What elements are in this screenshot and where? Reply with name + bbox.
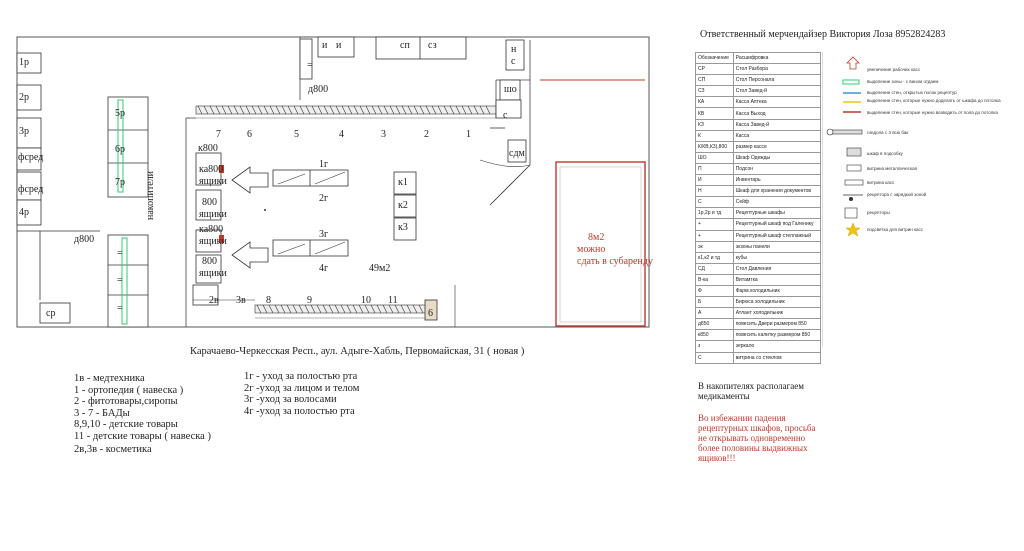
category-item: 3г -уход за волосами: [244, 394, 337, 405]
storage-note-line: В накопителях располагаем: [698, 381, 804, 391]
label-yashik-3: ящики: [199, 236, 227, 247]
sublet-possible: можно: [577, 244, 606, 255]
cube-k3: к3: [398, 222, 408, 233]
label-6r: 6р: [115, 144, 125, 155]
zone-table-lower: [273, 240, 348, 256]
legend-code-cell: СП: [696, 75, 734, 86]
legend-meaning-cell: Сейф: [733, 197, 820, 208]
category-item: 1г - уход за полостью рта: [244, 371, 358, 382]
address: Карачаево-Черкесская Респ., аул. Адыге-Хабль, Первомайская, 31 ( новая ): [190, 346, 525, 357]
category-item: 2 - фитотовары,сиропы: [74, 396, 178, 407]
bottom-shelving: [255, 305, 430, 318]
legend-code-cell: Ф: [696, 285, 734, 296]
label-sdm: сдм: [509, 148, 525, 159]
symbol-label: рецептора с зарядкой зоной: [867, 192, 927, 197]
area-main: 49м2: [369, 263, 391, 274]
floor-plan-drawing: [0, 0, 680, 345]
legend-row: [696, 108, 821, 119]
gondola-lower: [108, 235, 148, 327]
label-3v: 3в: [236, 295, 246, 306]
responsible-header: Ответственный мерчендайзер Виктория Лоза 8952824283: [700, 29, 946, 40]
label-sho: шо: [504, 84, 517, 95]
label-sz: сз: [428, 40, 437, 51]
legend-meaning-cell: зеркало: [733, 341, 820, 352]
zone-4g: 4г: [319, 263, 329, 274]
label-2r: 2р: [19, 92, 29, 103]
legend-meaning-cell: размер кассе: [733, 141, 820, 152]
top-number-5: 5: [294, 129, 299, 140]
legend-row: [696, 197, 821, 208]
warning-note-line: рецептурных шкафов, просьба: [698, 423, 816, 433]
cube-k1: к1: [398, 177, 408, 188]
label-c: с: [511, 56, 516, 67]
warning-note-line: более половины выдвижных: [698, 443, 808, 453]
top-number-2: 2: [424, 129, 429, 140]
category-item: 1в - медтехника: [74, 373, 145, 384]
category-item: 8,9,10 - детские товары: [74, 419, 178, 430]
legend-row: [696, 241, 821, 252]
storage-note-line: медикаменты: [698, 391, 750, 401]
bottom-number-11: 11: [388, 295, 398, 306]
label-4r: 4р: [19, 207, 29, 218]
legend-row: [696, 119, 821, 130]
top-number-1: 1: [466, 129, 471, 140]
category-item: 3 - 7 - БАДы: [74, 407, 130, 419]
legend-meaning-cell: Касса: [733, 130, 820, 141]
legend-code-cell: Н: [696, 186, 734, 197]
legend-row: [696, 163, 821, 174]
category-item: 4г -уход за полостью рта: [244, 405, 355, 417]
legend-code-cell: +: [696, 219, 734, 230]
legend-meaning-cell: Шкаф для хранения документов: [733, 186, 820, 197]
left-cabinets: [17, 53, 44, 225]
legend-code-cell: СД: [696, 263, 734, 274]
label-ka800-2: ка800: [199, 224, 224, 235]
category-item: 1 - ортопедия ( навеска ): [74, 384, 184, 396]
symbol-label: выделение стен, открытых полок рецептур: [867, 90, 957, 95]
label-fsred-2: фсред: [18, 184, 44, 195]
legend-code-cell: ШО: [696, 152, 734, 163]
symbol-label: увеличение рабочих касс: [867, 67, 921, 72]
sheet-gridlines: [822, 52, 1023, 347]
bottom-number-10: 10: [361, 295, 371, 306]
arrow-left-2: [232, 242, 268, 268]
legend-meaning-cell: Инвентарь: [733, 175, 820, 186]
category-list-right: [244, 371, 359, 417]
legend-code-cell: +: [696, 230, 734, 241]
legend-code-cell: И: [696, 175, 734, 186]
zone-3g: 3г: [319, 229, 329, 240]
legend-row: [696, 152, 821, 163]
label-eq-1: =: [117, 248, 123, 259]
symbol-label: подсветка для витрин касс: [867, 227, 924, 232]
legend-row: [696, 274, 821, 285]
top-number-3: 3: [381, 129, 386, 140]
symbol-label: шкаф в подсобку: [867, 151, 903, 156]
legend-code-cell: В-ка: [696, 274, 734, 285]
warning-note: [698, 413, 816, 463]
legend-code-cell: К/КВ,К3),800: [696, 141, 734, 152]
top-number-6: 6: [247, 129, 252, 140]
legend-code-cell: К: [696, 130, 734, 141]
category-item: 2в,3в - косметика: [74, 444, 152, 455]
label-n: н: [511, 44, 517, 55]
legend-meaning-cell: экзоны панели: [733, 241, 820, 252]
legend-row: [696, 330, 821, 341]
warning-note-line: ящиков!!!: [698, 453, 736, 463]
label-eq-4: =: [307, 60, 313, 71]
legend-code-cell: эк: [696, 241, 734, 252]
legend-meaning-cell: Фарм.холодильник: [733, 285, 820, 296]
legend-meaning-cell: Бирюса холодильник: [733, 297, 820, 308]
legend-row: [696, 208, 821, 219]
label-eq-3: =: [117, 303, 123, 314]
label-ka800-1: ка800: [199, 164, 224, 175]
label-c2: с: [503, 110, 508, 121]
legend-code-cell: д850: [696, 319, 734, 330]
legend-meaning-cell: Касса Выход: [733, 108, 820, 119]
warning-note-line: Во избежании падения: [698, 413, 786, 423]
legend-row: [696, 263, 821, 274]
legend-meaning-cell: Рецептурные шкафы: [733, 208, 820, 219]
legend-meaning-cell: Атлант холодильник: [733, 308, 820, 319]
legend-row: [696, 97, 821, 108]
label-5r: 5р: [115, 108, 125, 119]
legend-code-cell: Б: [696, 297, 734, 308]
legend-meaning-cell: Рецептурный шкаф под Галенику: [733, 219, 820, 230]
legend-meaning-cell: Касса Завед-й: [733, 119, 820, 130]
label-nakopiteli: накопители: [145, 171, 156, 220]
legend-row: [696, 141, 821, 152]
legend-code-cell: С: [696, 352, 734, 363]
bottom-number-8: 8: [266, 295, 271, 306]
legend-code-cell: Обозначение: [696, 53, 734, 64]
legend-meaning-cell: кубы: [733, 252, 820, 263]
zone-2g: 2г: [319, 193, 329, 204]
legend-row: [696, 308, 821, 319]
symbol-label: выделение стен, которые нужно возводить от пола до потолка: [867, 110, 998, 115]
label-six: 6: [428, 308, 433, 319]
legend-code-cell: КВ: [696, 108, 734, 119]
legend-meaning-cell: витрина со стеклом: [733, 352, 820, 363]
legend-row: [696, 186, 821, 197]
legend-row: [696, 352, 821, 363]
label-fsred-1: фсред: [18, 152, 44, 163]
sublet-area: 8м2: [588, 232, 605, 243]
legend-row: [696, 230, 821, 241]
label-k800: к800: [198, 143, 218, 154]
floor-plan: [0, 0, 680, 345]
legend-code-cell: 1р,2р и тд: [696, 208, 734, 219]
category-item: 2г -уход за лицом и телом: [244, 382, 360, 394]
zone-table-upper: [273, 170, 348, 186]
symbol-label: витрина металлическая: [867, 166, 918, 171]
legend-row: [696, 175, 821, 186]
legend-code-cell: СЗ: [696, 86, 734, 97]
label-yashik-4: ящики: [199, 268, 227, 279]
label-yashik-2: ящики: [199, 209, 227, 220]
label-d800-left: д800: [74, 234, 95, 245]
label-yashik-1: ящики: [199, 176, 227, 187]
legend-meaning-cell: повесить Двери размером 850: [733, 319, 820, 330]
legend-meaning-cell: повесить калитку размером 850: [733, 330, 820, 341]
legend-row: [696, 86, 821, 97]
arrow-left-1: [232, 167, 268, 193]
legend-row: [696, 130, 821, 141]
legend-meaning-cell: Рецептурный шкаф стеллажный: [733, 230, 820, 241]
label-i1: и: [322, 40, 328, 51]
symbol-label: выделение зоны - с вином отдаем: [867, 79, 939, 84]
label-sp: сп: [400, 40, 410, 51]
legend-row: [696, 252, 821, 263]
legend-table: [695, 52, 821, 364]
cube-k2: к2: [398, 200, 408, 211]
symbol-label: витрина касс: [867, 180, 895, 185]
label-800-1: 800: [202, 197, 217, 208]
legend-row: [696, 297, 821, 308]
legend-row: [696, 64, 821, 75]
label-800-2: 800: [202, 256, 217, 267]
legend-row: [696, 219, 821, 230]
label-1r: 1р: [19, 57, 29, 68]
legend-row: [696, 319, 821, 330]
category-list-left: [74, 373, 211, 456]
label-d800-top: д800: [308, 84, 329, 95]
label-7r: 7р: [115, 177, 125, 188]
legend-code-cell: з: [696, 341, 734, 352]
symbol-label: рецепторы: [867, 210, 890, 215]
legend-meaning-cell: Стол Завед-й: [733, 86, 820, 97]
legend-code-cell: А: [696, 308, 734, 319]
warning-note-line: не открывать одновременно: [698, 433, 806, 443]
label-2v: 2в: [209, 295, 219, 306]
legend-code-cell: П: [696, 163, 734, 174]
legend-meaning-cell: Стол Давления: [733, 263, 820, 274]
sublet-text: сдать в субаренду: [577, 256, 653, 267]
legend-header-row: [696, 53, 821, 64]
legend-code-cell: к1,к2 и тд: [696, 252, 734, 263]
category-item: 11 - детские товары ( навеска ): [74, 430, 211, 442]
legend-meaning-cell: Шкаф Одежды: [733, 152, 820, 163]
legend-row: [696, 285, 821, 296]
legend-code-cell: КЗ: [696, 119, 734, 130]
label-3r: 3р: [19, 126, 29, 137]
legend-code-cell: к850: [696, 330, 734, 341]
bottom-number-9: 9: [307, 295, 312, 306]
symbol-label: выделение стен, которые нужно доделать от шкафа до потолка: [867, 98, 1001, 103]
legend-meaning-cell: Витамтка: [733, 274, 820, 285]
legend-code-cell: С: [696, 197, 734, 208]
label-cr: ср: [46, 308, 56, 319]
sp-sz-tables: [376, 37, 466, 59]
legend-meaning-cell: Подсон: [733, 163, 820, 174]
legend-meaning-cell: Стол Разбора: [733, 64, 820, 75]
label-i2: и: [336, 40, 342, 51]
legend-meaning-cell: Касса Аптека: [733, 97, 820, 108]
label-eq-2: =: [117, 275, 123, 286]
symbol-label: гондола с 3 всю бак: [867, 130, 909, 135]
top-number-4: 4: [339, 129, 344, 140]
legend-meaning-cell: Расшифровка: [733, 53, 820, 64]
legend-meaning-cell: Стол Персонала: [733, 75, 820, 86]
legend-row: [696, 341, 821, 352]
zone-1g: 1г: [319, 159, 329, 170]
top-shelving: [196, 106, 496, 118]
legend-code-cell: КА: [696, 97, 734, 108]
storage-note: [698, 381, 804, 401]
top-number-7: 7: [216, 129, 221, 140]
legend-code-cell: СР: [696, 64, 734, 75]
gondola-upper: [108, 97, 148, 197]
legend-row: [696, 75, 821, 86]
